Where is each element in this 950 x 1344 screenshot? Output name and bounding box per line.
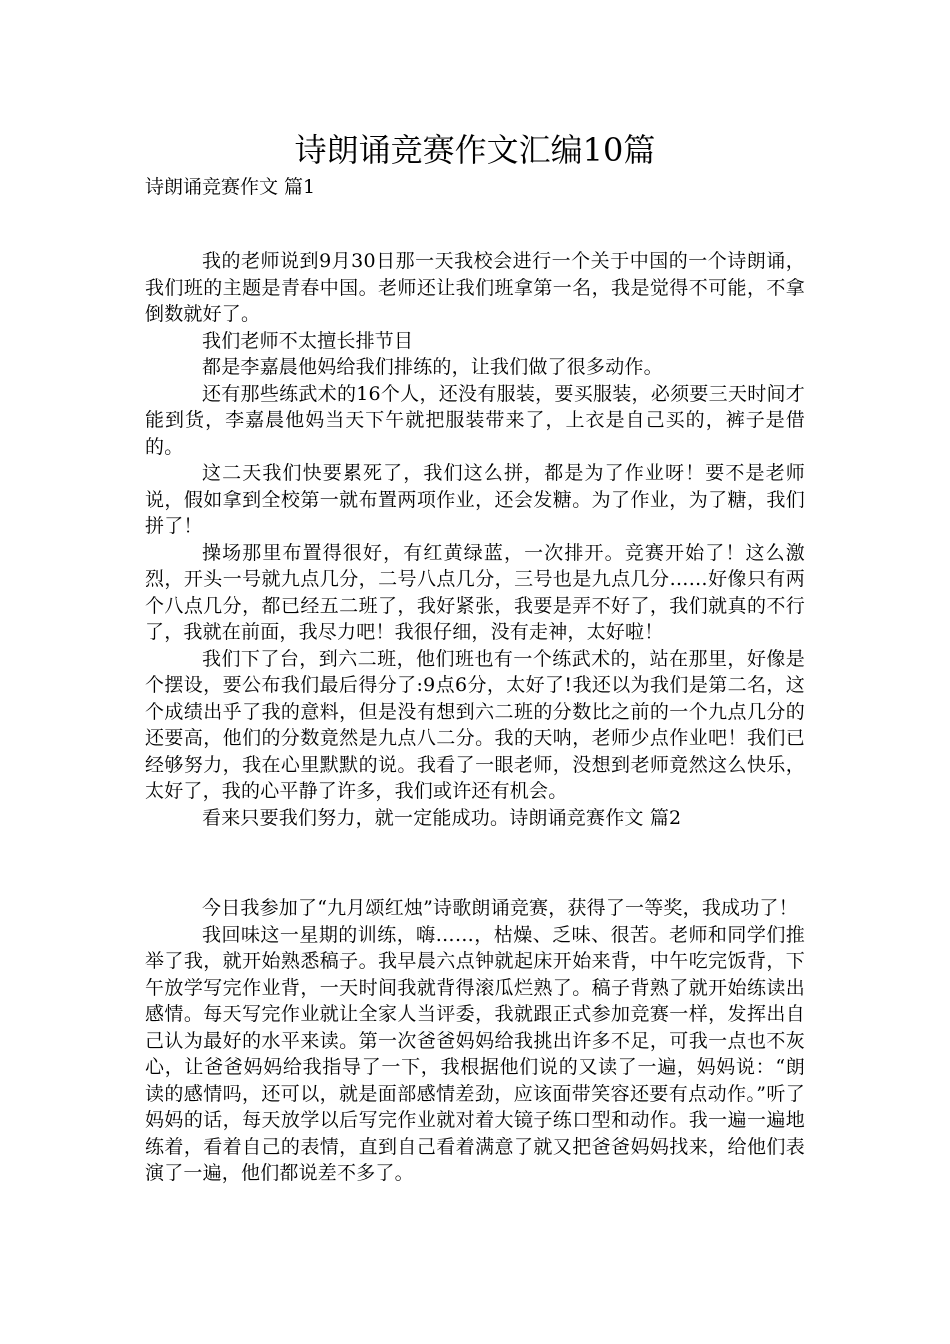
paragraph: 我的老师说到9月30日那一天我校会进行一个关于中国的一个诗朗诵，我们班的主题是青春中国。老师还让我们班拿第一名，我是觉得不可能，不拿倒数就好了。 — [145, 250, 805, 325]
paragraph: 我们老师不太擅长排节目 — [202, 329, 414, 352]
paragraph: 操场那里布置得很好，有红黄绿蓝，一次排开。竞赛开始了！这么激烈，开头一号就九点几分，二号八点几分，三号也是九点几分……好像只有两个八点几分，都已经五二班了，我好紧张，我要是弄不好了，我们就真的不行了，我就在前面，我尽力吧！我很仔细，没有走神，太好啦！ — [145, 541, 805, 643]
paragraph: 都是李嘉晨他妈给我们排练的，让我们做了很多动作。 — [202, 356, 663, 378]
section-1-heading: 诗朗诵竞赛作文 篇1 — [145, 176, 316, 198]
paragraph: 我回味这一星期的训练，嗨……，枯燥、乏味、很苦。老师和同学们推举了我，就开始熟悉稿子。我早晨六点钟就起床开始来背，中午吃完饭背，下午放学写完作业背，一天时间我就背得滚瓜烂熟了。稿子背熟了就开始练读出感情。每天写完作业就让全家人当评委，我就跟正式参加竞赛一样，发挥出自己认为最好的水平来读。第一次爸爸妈妈给我挑出许多不足，可我一点也不灰心，让爸爸妈妈给我指导了一下，我根据他们说的又读了一遍，妈妈说：“朗读的感情吗，还可以，就是面部感情差劲，应该面带笑容还要有点动作。”听了妈妈的话，每天放学以后写完作业就对着大镜子练口型和动作。我一遍一遍地练着，看着自己的表情，直到自己看着满意了就又把爸爸妈妈找来，给他们表演了一遍，他们都说差不多了。 — [145, 923, 805, 1184]
document-title: 诗朗诵竞赛作文汇编10篇 — [294, 131, 656, 169]
section-1-body — [145, 248, 805, 831]
paragraph: 今日我参加了“九月颂红烛”诗歌朗诵竞赛，获得了一等奖，我成功了！ — [202, 897, 798, 919]
paragraph: 我们下了台，到六二班，他们班也有一个练武术的，站在那里，好像是个摆设，要公布我们最后得分了:9点6分，太好了!我还以为我们是第二名，这个成绩出乎了我的意料，但是没有想到六二班的分数比之前的一个九点几分的还要高，他们的分数竟然是九点八二分。我的天呐，老师少点作业吧！我们已经够努力，我在心里默默的说。我看了一眼老师，没想到老师竟然这么快乐，太好了，我的心平静了许多，我们或许还有机会。 — [145, 647, 805, 802]
paragraph: 还有那些练武术的16个人，还没有服装，要买服装，必须要三天时间才能到货，李嘉晨他妈当天下午就把服装带来了，上衣是自己买的，裤子是借的。 — [145, 382, 805, 458]
section-2-body — [145, 895, 805, 1187]
paragraph: 这二天我们快要累死了，我们这么拼，都是为了作业呀！要不是老师说，假如拿到全校第一就布置两项作业，还会发糖。为了作业，为了糖，我们拼了！ — [145, 462, 805, 537]
paragraph: 看来只要我们努力，就一定能成功。诗朗诵竞赛作文 篇2 — [202, 806, 682, 829]
